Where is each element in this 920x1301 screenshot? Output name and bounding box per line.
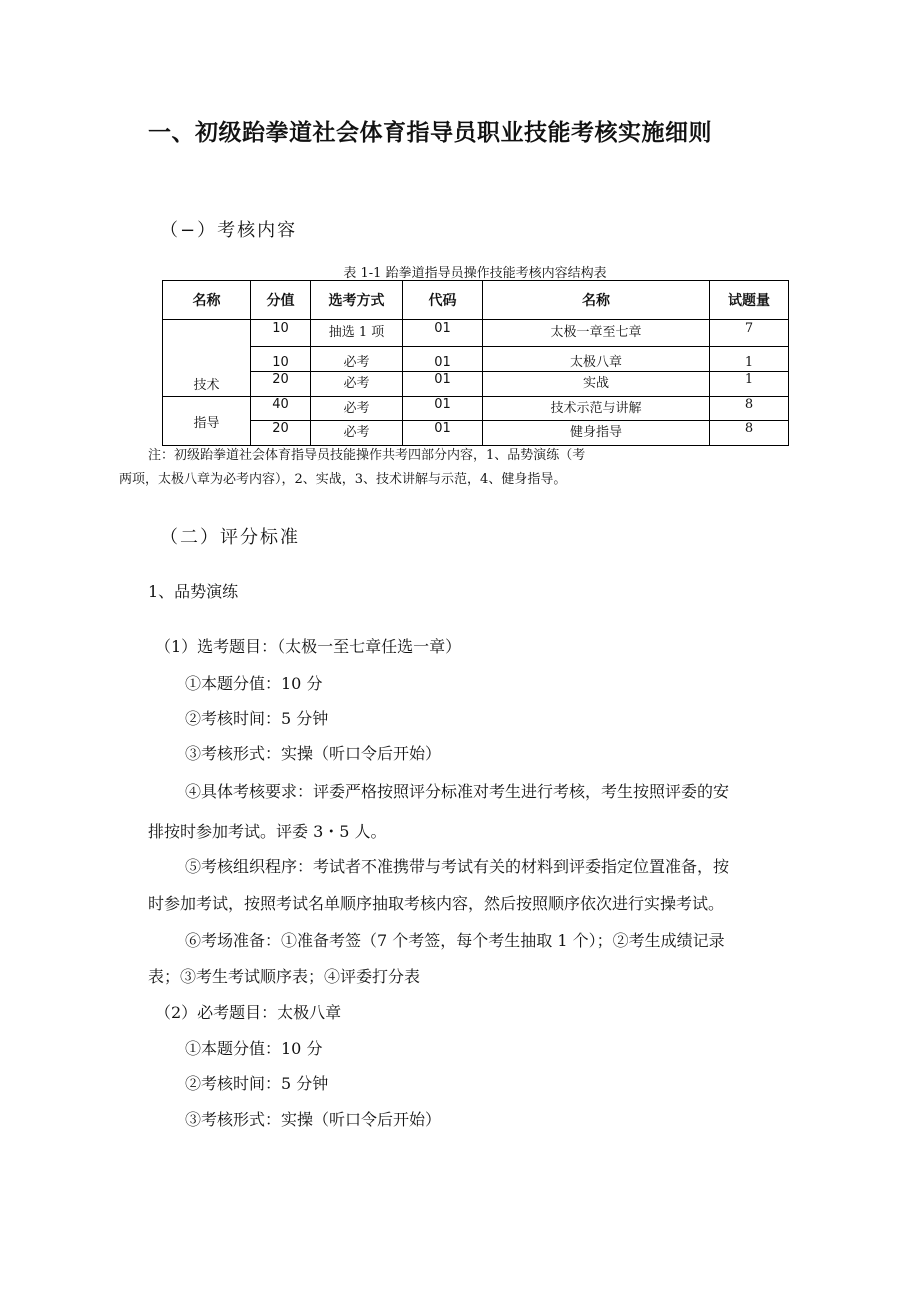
table-caption: 表 1-1 跆拳道指导员操作技能考核内容结构表 xyxy=(343,266,607,281)
header-count: 试题量 xyxy=(710,281,789,320)
name-cell: 实战 xyxy=(483,372,710,397)
count-cell: 8 xyxy=(710,421,789,446)
header-score: 分值 xyxy=(251,281,311,320)
header-code: 代码 xyxy=(403,281,483,320)
score-cell: 10 xyxy=(251,320,311,347)
item1-score: ①本题分值：10 分 xyxy=(185,674,323,693)
count-cell: 8 xyxy=(710,397,789,421)
method-cell: 抽选 1 项 xyxy=(311,320,403,347)
method-cell: 必考 xyxy=(311,347,403,372)
code-cell: 01 xyxy=(403,397,483,421)
item1-preparation-line-1: ⑥考场准备：①准备考签（7 个考签，每个考生抽取 1 个）；②考生成绩记录 xyxy=(185,931,725,950)
category-cell: 指导 xyxy=(163,397,251,446)
table-note-line-2: 两项，太极八章为必考内容），2、实战，3、技术讲解与示范，4、健身指导。 xyxy=(119,472,567,487)
section-heading-scoring: （二）评分标准 xyxy=(160,527,300,548)
code-cell: 01 xyxy=(403,347,483,372)
name-cell: 技术示范与讲解 xyxy=(483,397,710,421)
item1-requirements-line-2: 排按时参加考试。评委 3・5 人。 xyxy=(148,822,387,841)
name-cell: 太极八章 xyxy=(483,347,710,372)
code-cell: 01 xyxy=(403,421,483,446)
count-cell: 1 xyxy=(710,372,789,397)
page-title: 一、初级跆拳道社会体育指导员职业技能考核实施细则 xyxy=(148,120,712,146)
table-header-row xyxy=(163,281,789,320)
section-heading-content: （−）考核内容 xyxy=(160,220,298,241)
item2-score: ①本题分值：10 分 xyxy=(185,1039,323,1058)
score-cell: 40 xyxy=(251,397,311,421)
header-name: 名称 xyxy=(483,281,710,320)
item1-title: （1）选考题目：（太极一至七章任选一章） xyxy=(155,637,462,656)
item1-time: ②考核时间：5 分钟 xyxy=(185,709,329,728)
method-cell: 必考 xyxy=(311,421,403,446)
item2-title: （2）必考题目：太极八章 xyxy=(155,1003,342,1022)
count-cell: 7 xyxy=(710,320,789,347)
table-row xyxy=(163,372,789,397)
header-category: 名称 xyxy=(163,281,251,320)
header-method: 选考方式 xyxy=(311,281,403,320)
table-row xyxy=(163,421,789,446)
score-cell: 10 xyxy=(251,347,311,372)
item1-preparation-line-2: 表；③考生考试顺序表；④评委打分表 xyxy=(148,967,421,986)
item1-form: ③考核形式：实操（听口令后开始） xyxy=(185,744,442,763)
item1-procedure-line-1: ⑤考核组织程序：考试者不准携带与考试有关的材料到评委指定位置准备，按 xyxy=(185,857,730,876)
item1-requirements-line-1: ④具体考核要求：评委严格按照评分标准对考生进行考核，考生按照评委的安 xyxy=(185,782,730,801)
method-cell: 必考 xyxy=(311,397,403,421)
score-cell: 20 xyxy=(251,421,311,446)
code-cell: 01 xyxy=(403,372,483,397)
table-row xyxy=(163,347,789,372)
item2-form: ③考核形式：实操（听口令后开始） xyxy=(185,1110,442,1129)
count-cell: 1 xyxy=(710,347,789,372)
table-note-line-1: 注：初级跆拳道社会体育指导员技能操作共考四部分内容，1、品势演练（考 xyxy=(148,448,586,463)
subsection-poomsae: 1、品势演练 xyxy=(148,582,239,601)
score-cell: 20 xyxy=(251,372,311,397)
name-cell: 太极一章至七章 xyxy=(483,320,710,347)
method-cell: 必考 xyxy=(311,372,403,397)
table-row xyxy=(163,320,789,347)
exam-structure-table xyxy=(162,280,789,446)
item2-time: ②考核时间：5 分钟 xyxy=(185,1074,329,1093)
name-cell: 健身指导 xyxy=(483,421,710,446)
table-row xyxy=(163,397,789,421)
item1-procedure-line-2: 时参加考试，按照考试名单顺序抽取考核内容，然后按照顺序依次进行实操考试。 xyxy=(148,894,725,913)
code-cell: 01 xyxy=(403,320,483,347)
category-cell: 技术 xyxy=(163,320,251,397)
